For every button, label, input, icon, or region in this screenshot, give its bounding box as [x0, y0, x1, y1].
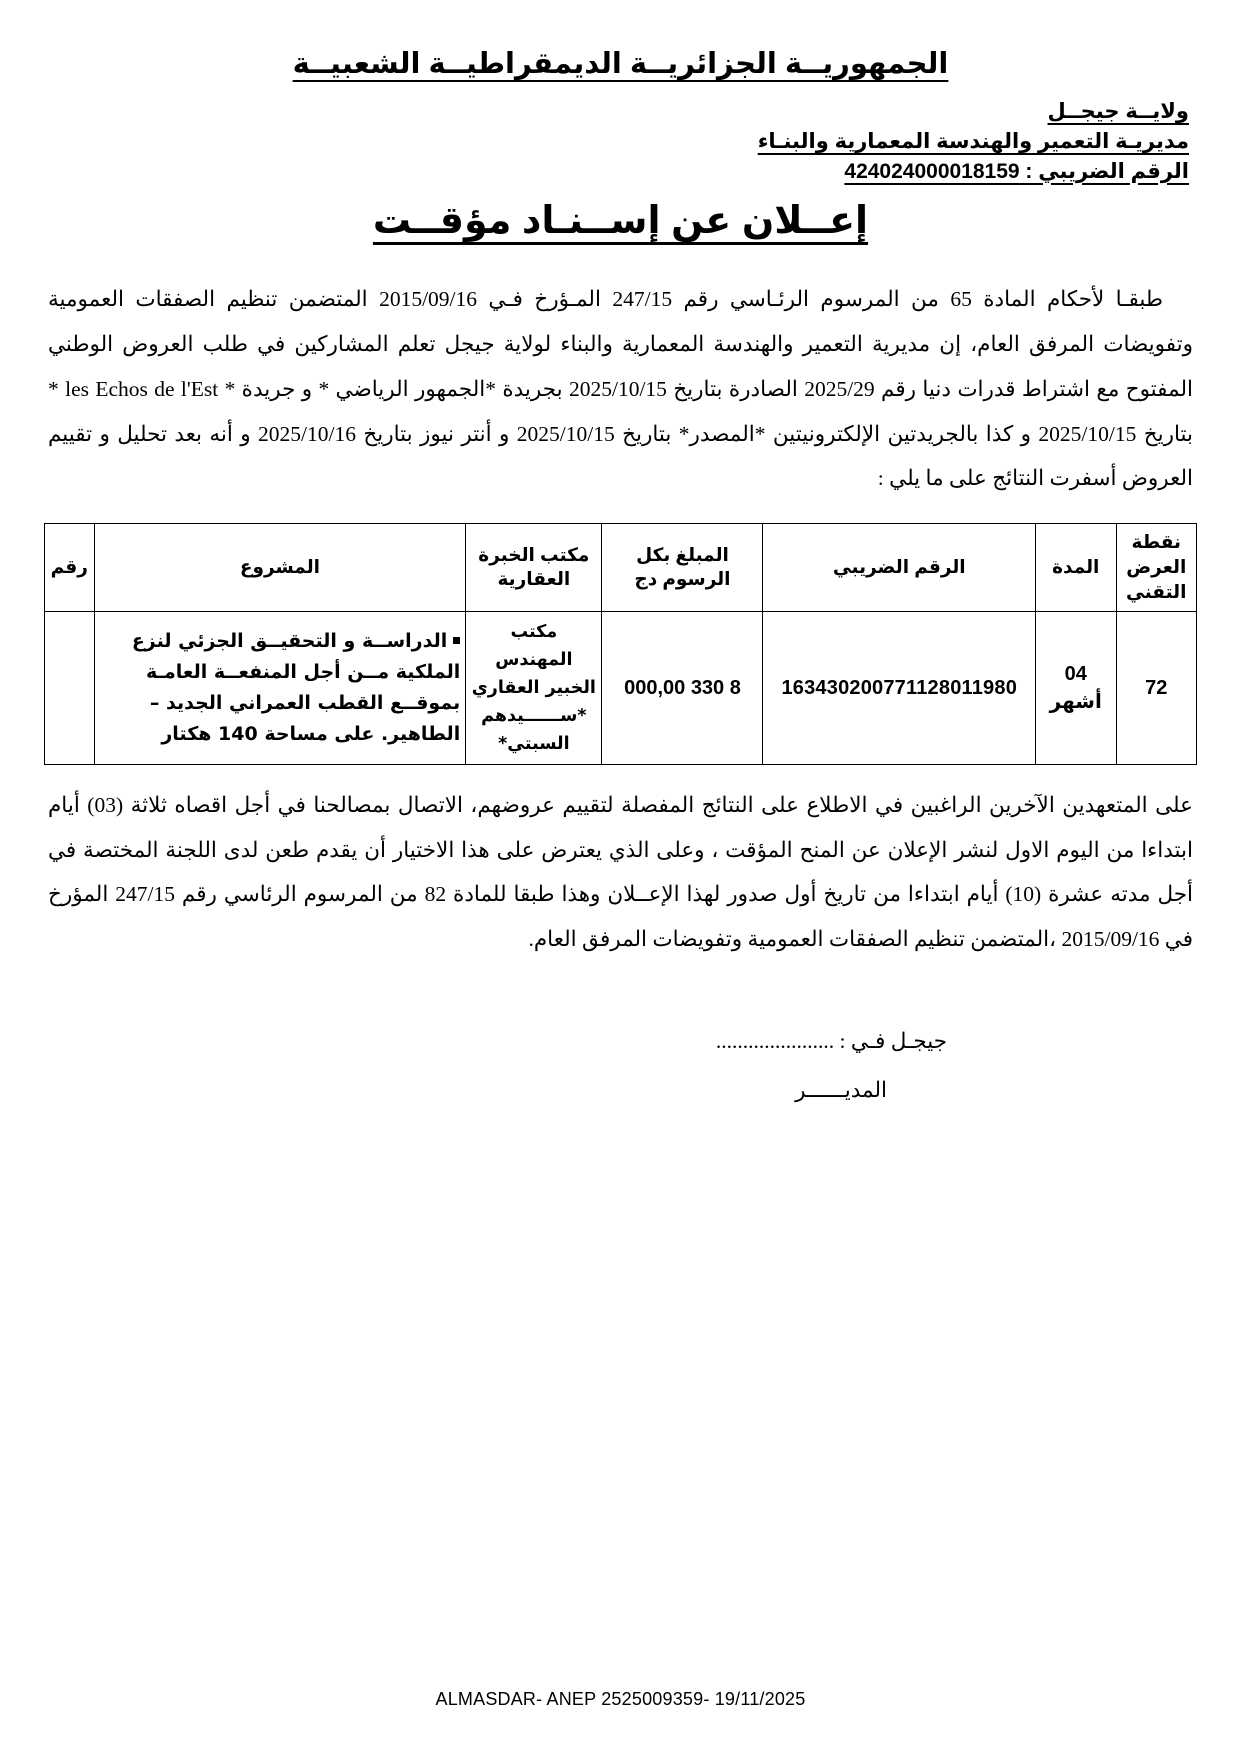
table-header-row: [45, 524, 1197, 612]
wilaya-line: ولايــة جيجــل: [1047, 100, 1189, 123]
cell-amount: 8 330 000,00: [602, 611, 763, 764]
directorate-line: مديريـة التعمير والهندسة المعمارية والبنـاء: [757, 129, 1189, 153]
header-project: المشروع: [94, 524, 466, 612]
header-amount: المبلغ بكل الرسوم دج: [602, 524, 763, 612]
table-row: [45, 611, 1197, 764]
cell-project-text: الدراســة و التحقيــق الجزئي لنزع الملكية مــن أجل المنفعــة العامـة بموقــع القطب العمراني الجديد – الطاهير. على مساحة 140 هكتار: [131, 630, 461, 745]
issuer-header-block: [44, 97, 1197, 186]
signature-place-date: جيجـل فـي : ......................: [715, 1028, 947, 1053]
appeal-paragraph: على المتعهدين الآخرين الراغبين في الاطلاع على النتائج المفصلة لتقييم عروضهم، الاتصال بمصالحنا في أجل اقصاه ثلاثة (03) أيام ابتداءا من اليوم الاول لنشر الإعلان عن المنح المؤقت ، وعلى الذي يعترض على هذا الاختيار أن يقدم طعن لدى اللجنة المختصة في أجل مدته عشرة (10) أيام ابتداءا من تاريخ أول صدور لهذا الإعــلان وهذا طبقا للمادة 82 من المرسوم الرئاسي رقم 247/15 المؤرخ في 2015/09/16 ،المتضمن تنظيم الصفقات العمومية وتفويضات المرفق العام.: [48, 792, 1193, 952]
signature-block: [44, 1016, 1197, 1115]
tax-id-line: الرقم الضريبي : 424024000018159: [844, 159, 1189, 183]
header-num: رقم: [45, 524, 95, 612]
page-title: إعــلان عن إســنـاد مؤقــت: [372, 200, 869, 243]
cell-num: [45, 611, 95, 764]
header-tax-number: الرقم الضريبي: [763, 524, 1036, 612]
cell-expert-office: مكتب المهندس الخبير العقاري *ســــــيدهم السبتي*: [466, 611, 602, 764]
header-expert-office: مكتب الخبرة العقارية: [466, 524, 602, 612]
footer-reference: ALMASDAR- ANEP 2525009359- 19/11/2025: [435, 1689, 806, 1709]
signature-title: المديــــــر: [795, 1078, 887, 1103]
header-duration: المدة: [1036, 524, 1117, 612]
cell-project: [94, 611, 466, 764]
cell-tax-number: 163430200771128011980: [763, 611, 1036, 764]
cell-duration: 04 أشهر: [1036, 611, 1117, 764]
republic-heading: الجمهوريــة الجزائريــة الديمقراطيــة الشعبيــة: [292, 48, 949, 80]
results-table: [44, 523, 1197, 765]
intro-paragraph: طبقـا لأحكام المادة 65 من المرسوم الرئـاسي رقم 247/15 المـؤرخ فـي 2015/09/16 المتضمن تنظيم الصفقات العمومية وتفويضات المرفق العام، إن مديرية التعمير والهندسة المعمارية والبناء لولاية جيجل تعلم المشاركين في طلب العروض الوطني المفتوح مع اشتراط قدرات دنيا رقم 2025/29 الصادرة بتاريخ 2025/10/15 بجريدة *الجمهور الرياضي * و جريدة * les Echos de l'Est * بتاريخ 2025/10/15 و كذا بالجريدتين الإلكترونيتين *المصدر* بتاريخ 2025/10/15 و أنتر نيوز بتاريخ 2025/10/16 و أنه بعد تحليل و تقييم العروض أسفرت النتائج على ما يلي :: [48, 287, 1193, 491]
bullet-square-icon: [453, 637, 460, 644]
header-technical-score: نقطة العرض التقني: [1116, 524, 1197, 612]
cell-technical-score: 72: [1116, 611, 1197, 764]
